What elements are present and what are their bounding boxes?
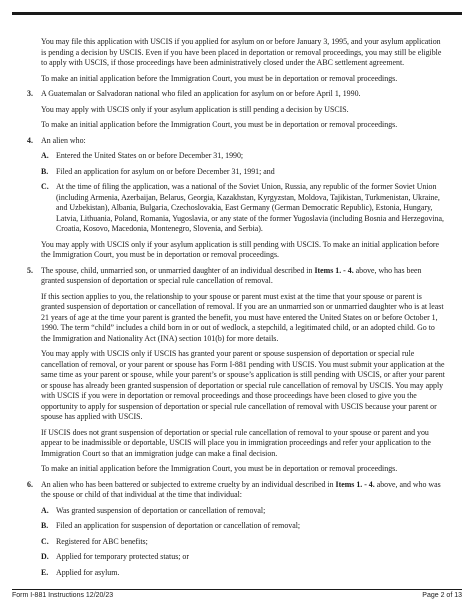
item-text-after: above, and who was the spouse or child of that individual at the time that individual: [41,479,441,499]
sub-item-text: Registered for ABC benefits; [56,536,148,546]
sub-item-text: Applied for asylum. [56,567,120,577]
intro-paragraph-1: You may file this application with USCIS if you applied for asylum on or before January 3, 1995, and your asylum application is pending a decision by USCIS. Even if you have been placed in deportation or removal proceedings, you may still be eligible to apply with USCIS, if those proceedings have been administratively closed under the ABC settlement agreement. [41,37,442,67]
item-number: 6. [27,479,33,489]
sub-item-letter: B. [41,521,49,530]
sub-item-letter: B. [41,166,49,176]
sub-item-text: Applied for temporary protected status; or [56,552,190,561]
sub-item-letter: D. [41,552,49,561]
item-5-paragraph-3: If USCIS does not grant suspension of deportation or special rule cancellation of removal to your spouse or parent and you appear to be inadmissible or deportable, USCIS will place you in immigration proceedings and refer your application to the Immigration Court so that an immigration judge can make a final decision. [41,427,431,458]
sub-item-letter: A. [41,151,49,160]
sub-item-text: Filed an application for suspension of deportation or cancellation of removal; [56,521,301,530]
item-3-paragraph-2: To make an initial application before the Immigration Court, you must be in deportation or removal proceedings. [41,120,398,129]
sub-item-letter: E. [41,567,49,577]
item-text: A Guatemalan or Salvadoran national who filed an application for asylum on or before April 1, 1990. [41,89,361,98]
header-rule [12,12,462,15]
item-4 [0,136,446,147]
item-5 [0,266,446,287]
sub-item-letter: C. [41,182,49,191]
item-5-paragraph-1: If this section applies to you, the relationship to your spouse or parent must exist at the time that your spouse or parent is granted suspension of deportation or cancellation of removal. If you are an unmarried son or unmarried daughter who is at least 21 years of age at the time your parent is granted the benefit, you must have entered the United States on or before October 1, 1990. The term “child” includes a child born in or out of wedlock, a stepchild, a legitimated child, or an adopted child. Go to the Immigration and Nationality Act (INA) section 101(b) for more details. [41,291,444,343]
intro-paragraph-2: To make an initial application before the Immigration Court, you must be in deportation or removal proceedings. [41,73,398,83]
sub-item-letter: A. [41,505,49,515]
sub-item-6c [0,537,446,548]
item-number: 3. [27,89,33,98]
form-edition-footer: Form I-881 Instructions 12/20/23 [12,592,114,599]
sub-item-text: At the time of filing the application, was a national of the Soviet Union, Russia, any republic of the former Soviet Union (including Armenia, Azerbaijan, Belarus, Georgia, Kazakhstan, Kyrgyzstan, Moldova, Tajikistan, Turkmenistan, Ukraine, and Uzbekistan), Albania, Bulgaria, Czechoslovakia, East Germany (German Democratic Republic), Estonia, Hungary, Latvia, Lithuania, Poland, Romania, Yugoslavia, or any state of the former Yugoslavia (including Bosnia and Herzegovina, Croatia, Kosovo, Macedonia, Montenegro, Slovenia, and Serbia). [56,182,444,233]
item-text-before: The spouse, child, unmarried son, or unmarried daughter of an individual described in [41,265,315,275]
sub-item-text: Filed an application for asylum on or before December 31, 1991; and [56,166,275,176]
sub-item-letter: C. [41,536,49,546]
document-body [0,37,474,583]
sub-item-6b [0,521,446,532]
item-6 [0,480,446,501]
item-text-bold: Items 1. - 4. [314,265,354,275]
footer-rule [12,589,462,590]
item-number: 4. [27,135,33,145]
item-4-paragraph-1: You may apply with USCIS only if your asylum application is still pending with USCIS. To make an initial application before the Immigration Court, you must be in deportation or removal proceedings. [41,239,440,259]
item-text-before: An alien who has been battered or subjected to extreme cruelty by an individual described in [41,479,336,489]
sub-item-4a [0,151,446,162]
item-3 [0,89,446,100]
sub-item-6a [0,506,446,517]
item-5-paragraph-2: You may apply with USCIS only if USCIS has granted your parent or spouse suspension of deportation or special rule cancellation of removal, or your parent or spouse has Form I-881 pending with USCIS. You must submit your application at the same time as your parent or spouse, while your parent’s or spouse’s application is still pending with USCIS, or after your parent or spouse has already been granted suspension of deportation or special rule cancellation of removal by USCIS. You may apply with USCIS if you were in deportation or removal proceedings and those proceedings have been closed to give you the opportunity to apply for suspension of deportation or special rule cancellation of removal with USCIS because your parent or spouse has applied with USCIS. [41,349,445,421]
page-number-footer: Page 2 of 13 [422,592,462,599]
sub-item-6d [0,552,446,563]
sub-item-text: Was granted suspension of deportation or cancellation of removal; [56,505,266,515]
sub-item-6e [0,568,446,579]
item-text-after: above, who has been granted suspension of deportation or special rule cancellation of removal. [41,265,422,285]
sub-item-4c [0,182,446,235]
item-5-paragraph-4: To make an initial application before the Immigration Court, you must be in deportation or removal proceedings. [41,464,398,473]
item-text-bold: Items 1. - 4. [335,479,375,489]
item-text: An alien who: [41,135,86,145]
item-number: 5. [27,265,33,275]
item-3-paragraph-1: You may apply with USCIS only if your asylum application is still pending a decision by USCIS. [41,104,349,114]
sub-item-text: Entered the United States on or before December 31, 1990; [56,151,244,160]
sub-item-4b [0,167,446,178]
